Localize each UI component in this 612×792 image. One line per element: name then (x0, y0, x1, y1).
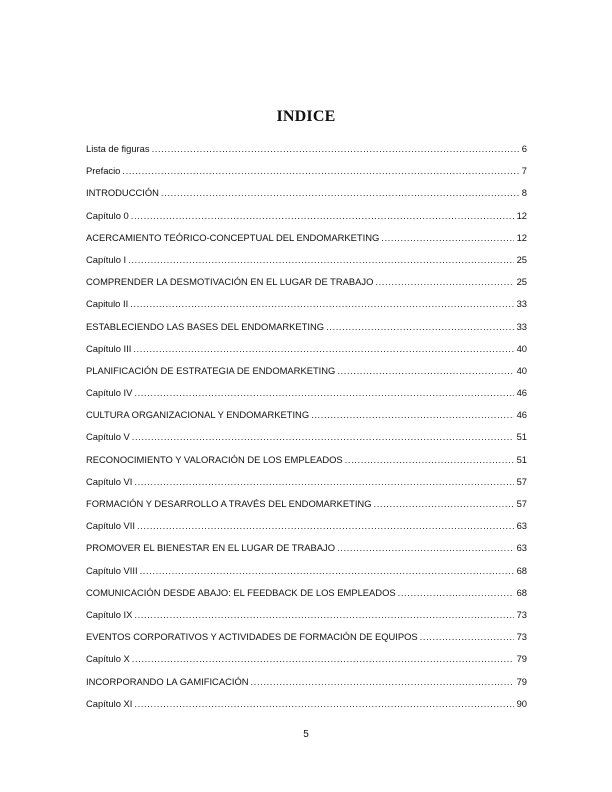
toc-entry[interactable] (86, 693, 527, 715)
toc-entry-page: 79 (516, 675, 527, 687)
toc-entry[interactable] (86, 560, 527, 582)
toc-entry-title: Capítulo IX (86, 608, 133, 620)
toc-entry-page: 46 (516, 409, 527, 421)
toc-dot-leader (134, 382, 513, 404)
toc-entry-page: 51 (516, 453, 527, 465)
toc-entry-title: Capítulo VI (86, 475, 133, 487)
toc-entry-page: 63 (516, 542, 527, 554)
toc-dot-leader (337, 537, 514, 559)
toc-dot-leader (134, 693, 513, 715)
toc-dot-leader (251, 671, 514, 693)
page-title: INDICE (276, 107, 336, 125)
toc-entry-title: Capítulo IV (86, 387, 133, 399)
toc-entry[interactable] (86, 515, 527, 537)
toc-entry[interactable] (86, 426, 527, 448)
toc-entry-title: Capítulo 0 (86, 209, 129, 221)
toc-entry-title: COMPRENDER LA DESMOTIVACIÓN EN EL LUGAR DE TRABAJO (86, 276, 374, 288)
toc-entry[interactable] (86, 582, 527, 604)
toc-entry-page: 68 (516, 586, 527, 598)
toc-entry[interactable] (86, 449, 527, 471)
toc-entry-title: Capítulo VII (86, 520, 135, 532)
toc-entry[interactable] (86, 493, 527, 515)
toc-entry-title: Capítulo X (86, 653, 130, 665)
toc-entry-page: 40 (516, 342, 527, 354)
toc-entry-page: 25 (516, 276, 527, 288)
toc-entry[interactable] (86, 227, 527, 249)
toc-entry-title: PLANIFICACIÓN DE ESTRATEGIA DE ENDOMARKETING (86, 364, 336, 376)
toc-dot-leader (375, 271, 513, 293)
toc-entry-page: 46 (516, 387, 527, 399)
toc-dot-leader (381, 227, 513, 249)
toc-dot-leader (132, 426, 514, 448)
toc-dot-leader (128, 249, 513, 271)
toc-entry[interactable] (86, 249, 527, 271)
toc-dot-leader (134, 471, 513, 493)
toc-dot-leader (134, 604, 513, 626)
toc-entry-title: FORMACIÓN Y DESARROLLO A TRAVÉS DEL ENDOMARKETING (86, 498, 372, 509)
toc-dot-leader (326, 316, 513, 338)
toc-entry-page: 57 (516, 475, 527, 487)
toc-entry[interactable] (86, 404, 527, 426)
toc-entry[interactable] (86, 205, 527, 227)
toc-entry[interactable] (86, 138, 527, 160)
toc-entry[interactable] (86, 316, 527, 338)
toc-dot-leader (130, 293, 513, 315)
toc-entry[interactable] (86, 604, 527, 626)
toc-entry-page: 79 (516, 653, 527, 665)
toc-entry[interactable] (86, 293, 527, 315)
toc-entry-title: INCORPORANDO LA GAMIFICACIÓN (86, 675, 249, 687)
toc-entry[interactable] (86, 338, 527, 360)
toc-dot-leader (122, 160, 518, 182)
toc-entry-title: Capitulo II (86, 298, 129, 310)
toc-entry-title: INTRODUCCIÓN (86, 187, 159, 199)
toc-entry-title: CULTURA ORGANIZACIONAL Y ENDOMARKETING (86, 409, 310, 421)
toc-entry[interactable] (86, 160, 527, 182)
toc-entry-page: 57 (516, 498, 527, 509)
table-of-contents (86, 138, 527, 715)
toc-dot-leader (133, 338, 513, 360)
toc-entry-title: Capítulo XI (86, 697, 133, 709)
toc-entry-page: 73 (516, 631, 527, 643)
toc-dot-leader (345, 449, 514, 471)
toc-dot-leader (337, 360, 513, 382)
toc-entry-title: ESTABLECIENDO LAS BASES DEL ENDOMARKETING (86, 320, 325, 332)
page-number: 5 (303, 729, 309, 740)
toc-entry-title: Lista de figuras (86, 143, 150, 154)
toc-entry-page: 25 (516, 253, 527, 265)
toc-entry-title: RECONOCIMIENTO Y VALORACIÓN DE LOS EMPLEADOS (86, 453, 343, 465)
toc-entry[interactable] (86, 382, 527, 404)
toc-entry-title: EVENTOS CORPORATIVOS Y ACTIVIDADES DE FORMACIÓN DE EQUIPOS (86, 631, 418, 643)
toc-dot-leader (137, 515, 514, 537)
toc-entry[interactable] (86, 648, 527, 670)
toc-entry-title: Capítulo V (86, 431, 130, 443)
toc-entry-page: 40 (516, 364, 527, 376)
toc-entry-page: 6 (521, 143, 527, 154)
toc-entry-title: PROMOVER EL BIENESTAR EN EL LUGAR DE TRABAJO (86, 542, 336, 554)
toc-entry-page: 68 (516, 564, 527, 576)
toc-entry[interactable] (86, 626, 527, 648)
toc-entry[interactable] (86, 537, 527, 559)
toc-entry-page: 33 (516, 298, 527, 310)
toc-entry-title: Prefacio (86, 165, 121, 177)
toc-dot-leader (420, 626, 514, 648)
toc-entry-title: Capítulo VIII (86, 564, 138, 576)
toc-entry-page: 63 (516, 520, 527, 532)
toc-entry[interactable] (86, 671, 527, 693)
toc-entry[interactable] (86, 360, 527, 382)
toc-entry-page: 12 (516, 209, 527, 221)
toc-entry-title: Capítulo III (86, 342, 132, 354)
toc-dot-leader (131, 205, 514, 227)
toc-entry-page: 33 (516, 320, 527, 332)
toc-dot-leader (311, 404, 513, 426)
toc-dot-leader (398, 582, 514, 604)
toc-entry-title: Capítulo I (86, 253, 127, 265)
toc-dot-leader (132, 648, 514, 670)
toc-entry-page: 90 (516, 697, 527, 709)
toc-entry-page: 7 (521, 165, 527, 177)
toc-dot-leader (152, 138, 519, 160)
toc-dot-leader (140, 560, 514, 582)
toc-entry-page: 12 (516, 231, 527, 243)
toc-entry-page: 8 (521, 187, 527, 199)
toc-entry-page: 51 (516, 431, 527, 443)
toc-dot-leader (373, 493, 513, 515)
toc-entry[interactable] (86, 182, 527, 204)
toc-entry-page: 73 (516, 608, 527, 620)
toc-entry-title: COMUNICACIÓN DESDE ABAJO: EL FEEDBACK DE LOS EMPLEADOS (86, 586, 396, 598)
toc-entry-title: ACERCAMIENTO TEÓRICO-CONCEPTUAL DEL ENDOMARKETING (86, 231, 380, 243)
toc-entry[interactable] (86, 271, 527, 293)
toc-entry[interactable] (86, 471, 527, 493)
toc-dot-leader (161, 182, 519, 204)
